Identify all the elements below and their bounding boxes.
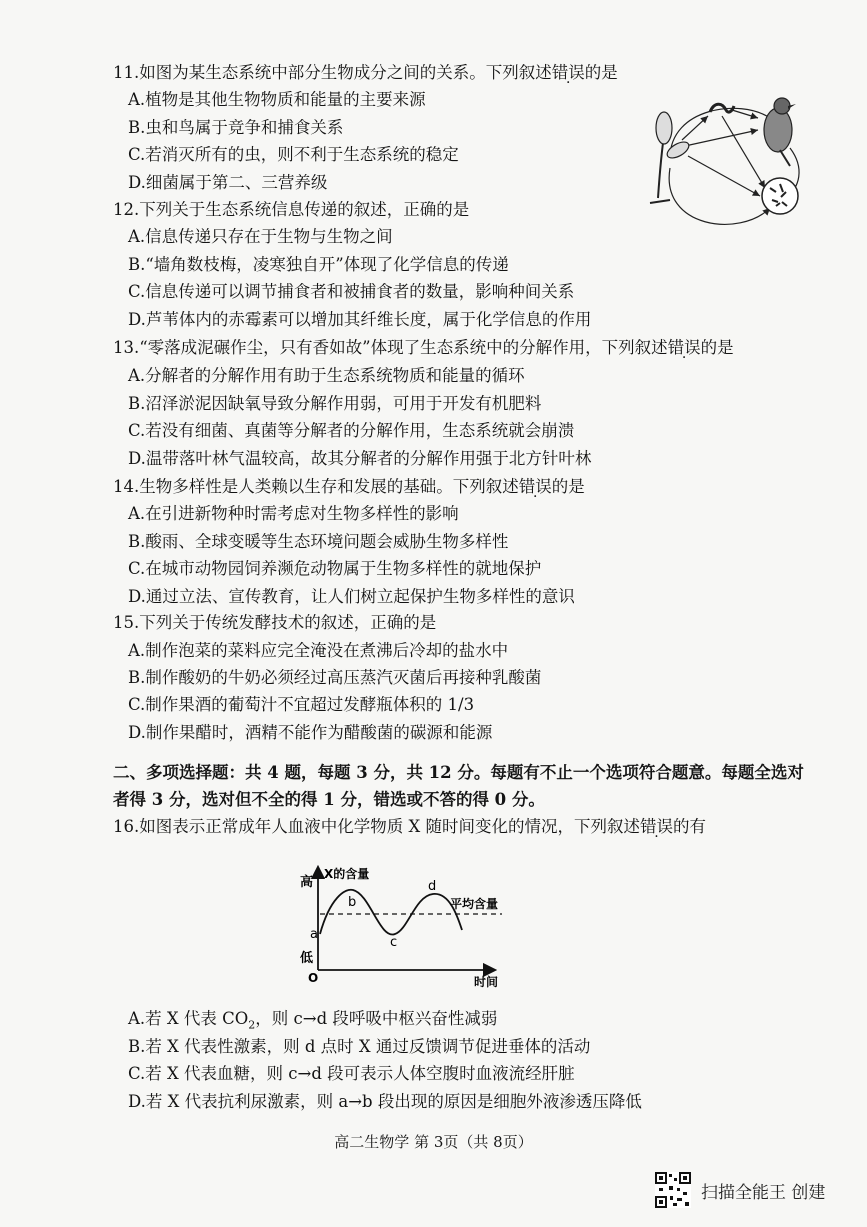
- q15-option-d: D.制作果醋时，酒精不能作为醋酸菌的碳源和能源: [128, 723, 493, 742]
- question-14-stem: 14.生物多样性是人类赖以生存和发展的基础。下列叙述错误的是: [113, 477, 585, 496]
- q16-option-a: A.若 X 代表 $CO_2$，则 c→d 段呼吸中枢兴奋性减弱: [128, 1009, 498, 1032]
- point-a-label: a: [310, 927, 318, 942]
- qr-code-icon: [655, 1172, 691, 1208]
- y-bottom-label: 低: [300, 951, 314, 966]
- q16-option-d: D.若 X 代表抗利尿激素，则 a→b 段出现的原因是细胞外液渗透压降低: [128, 1092, 642, 1111]
- section-2-line-1: 二、多项选择题：共 4 题，每题 3 分，共 12 分。每题有不止一个选项符合题意。每题全选对: [113, 763, 804, 782]
- point-b-label: b: [348, 895, 357, 910]
- x-axis-label: 时间: [474, 975, 499, 989]
- scanner-credit: 扫描全能王 创建: [701, 1182, 826, 1203]
- section-2-line-2: 者得 3 分，选对但不全的得 1 分，错选或不答的得 0 分。: [113, 790, 545, 809]
- q11-option-a: A.植物是其他生物物质和能量的主要来源: [128, 90, 426, 109]
- q15-option-c: C.制作果酒的葡萄汁不宜超过发酵瓶体积的 1/3: [128, 695, 475, 714]
- x-curve: [320, 890, 462, 935]
- q14-option-c: C.在城市动物园饲养濒危动物属于生物多样性的就地保护: [128, 559, 542, 578]
- q14-option-d: D.通过立法、宣传教育，让人们树立起保护生物多样性的意识: [128, 587, 575, 606]
- scanner-watermark: [655, 1170, 825, 1210]
- page-footer: 高二生物学 第 3页（共 8页）: [334, 1133, 533, 1151]
- q16-option-b: B.若 X 代表性激素，则 d 点时 X 通过反馈调节促进垂体的活动: [128, 1037, 591, 1056]
- q14-option-a: A.在引进新物种时需考虑对生物多样性的影响: [128, 504, 459, 523]
- y-axis-label: X的含量: [324, 867, 370, 881]
- point-d-label: d: [428, 879, 437, 894]
- q14-option-b: B.酸雨、全球变暖等生态环境问题会威胁生物多样性: [128, 532, 509, 551]
- q11-option-b: B.虫和鸟属于竞争和捕食关系: [128, 118, 344, 137]
- q15-option-a: A.制作泡菜的菜料应完全淹没在煮沸后冷却的盐水中: [128, 641, 509, 660]
- question-15-stem: 15.下列关于传统发酵技术的叙述，正确的是: [113, 613, 437, 632]
- x-content-graph: [290, 858, 520, 990]
- question-13-stem: 13.“零落成泥碾作尘，只有香如故”体现了生态系统中的分解作用，下列叙述错误的是: [113, 338, 734, 357]
- q16-option-c: C.若 X 代表血糖，则 c→d 段可表示人体空腹时血液流经肝脏: [128, 1064, 575, 1083]
- question-12-stem: 12.下列关于生态系统信息传递的叙述，正确的是: [113, 200, 470, 219]
- q12-option-d: D.芦苇体内的赤霉素可以增加其纤维长度，属于化学信息的作用: [128, 310, 592, 329]
- point-c-label: c: [390, 935, 398, 950]
- q12-option-b: B.“墙角数枝梅，凌寒独自开”体现了化学信息的传递: [128, 255, 509, 274]
- ecosystem-diagram-icon: [630, 88, 810, 238]
- question-11-stem: 11.如图为某生态系统中部分生物成分之间的关系。下列叙述错误的是: [113, 63, 618, 82]
- q15-option-b: B.制作酸奶的牛奶必须经过高压蒸汽灭菌后再接种乳酸菌: [128, 668, 542, 687]
- origin-label: O: [308, 971, 319, 985]
- q12-option-a: A.信息传递只存在于生物与生物之间: [128, 227, 393, 246]
- question-16-stem: 16.如图表示正常成年人血液中化学物质 X 随时间变化的情况，下列叙述错误的有: [113, 817, 706, 836]
- q13-option-c: C.若没有细菌、真菌等分解者的分解作用，生态系统就会崩溃: [128, 421, 575, 440]
- q11-option-d: D.细菌属于第二、三营养级: [128, 173, 328, 192]
- y-top-label: 高: [300, 875, 314, 890]
- q12-option-c: C.信息传递可以调节捕食者和被捕食者的数量，影响种间关系: [128, 282, 575, 301]
- q13-option-d: D.温带落叶林气温较高，故其分解者的分解作用强于北方针叶林: [128, 449, 592, 468]
- q11-option-c: C.若消灭所有的虫，则不利于生态系统的稳定: [128, 145, 459, 164]
- average-label: 平均含量: [450, 897, 499, 911]
- q13-option-b: B.沼泽淤泥因缺氧导致分解作用弱，可用于开发有机肥料: [128, 394, 542, 413]
- q13-option-a: A.分解者的分解作用有助于生态系统物质和能量的循环: [128, 366, 525, 385]
